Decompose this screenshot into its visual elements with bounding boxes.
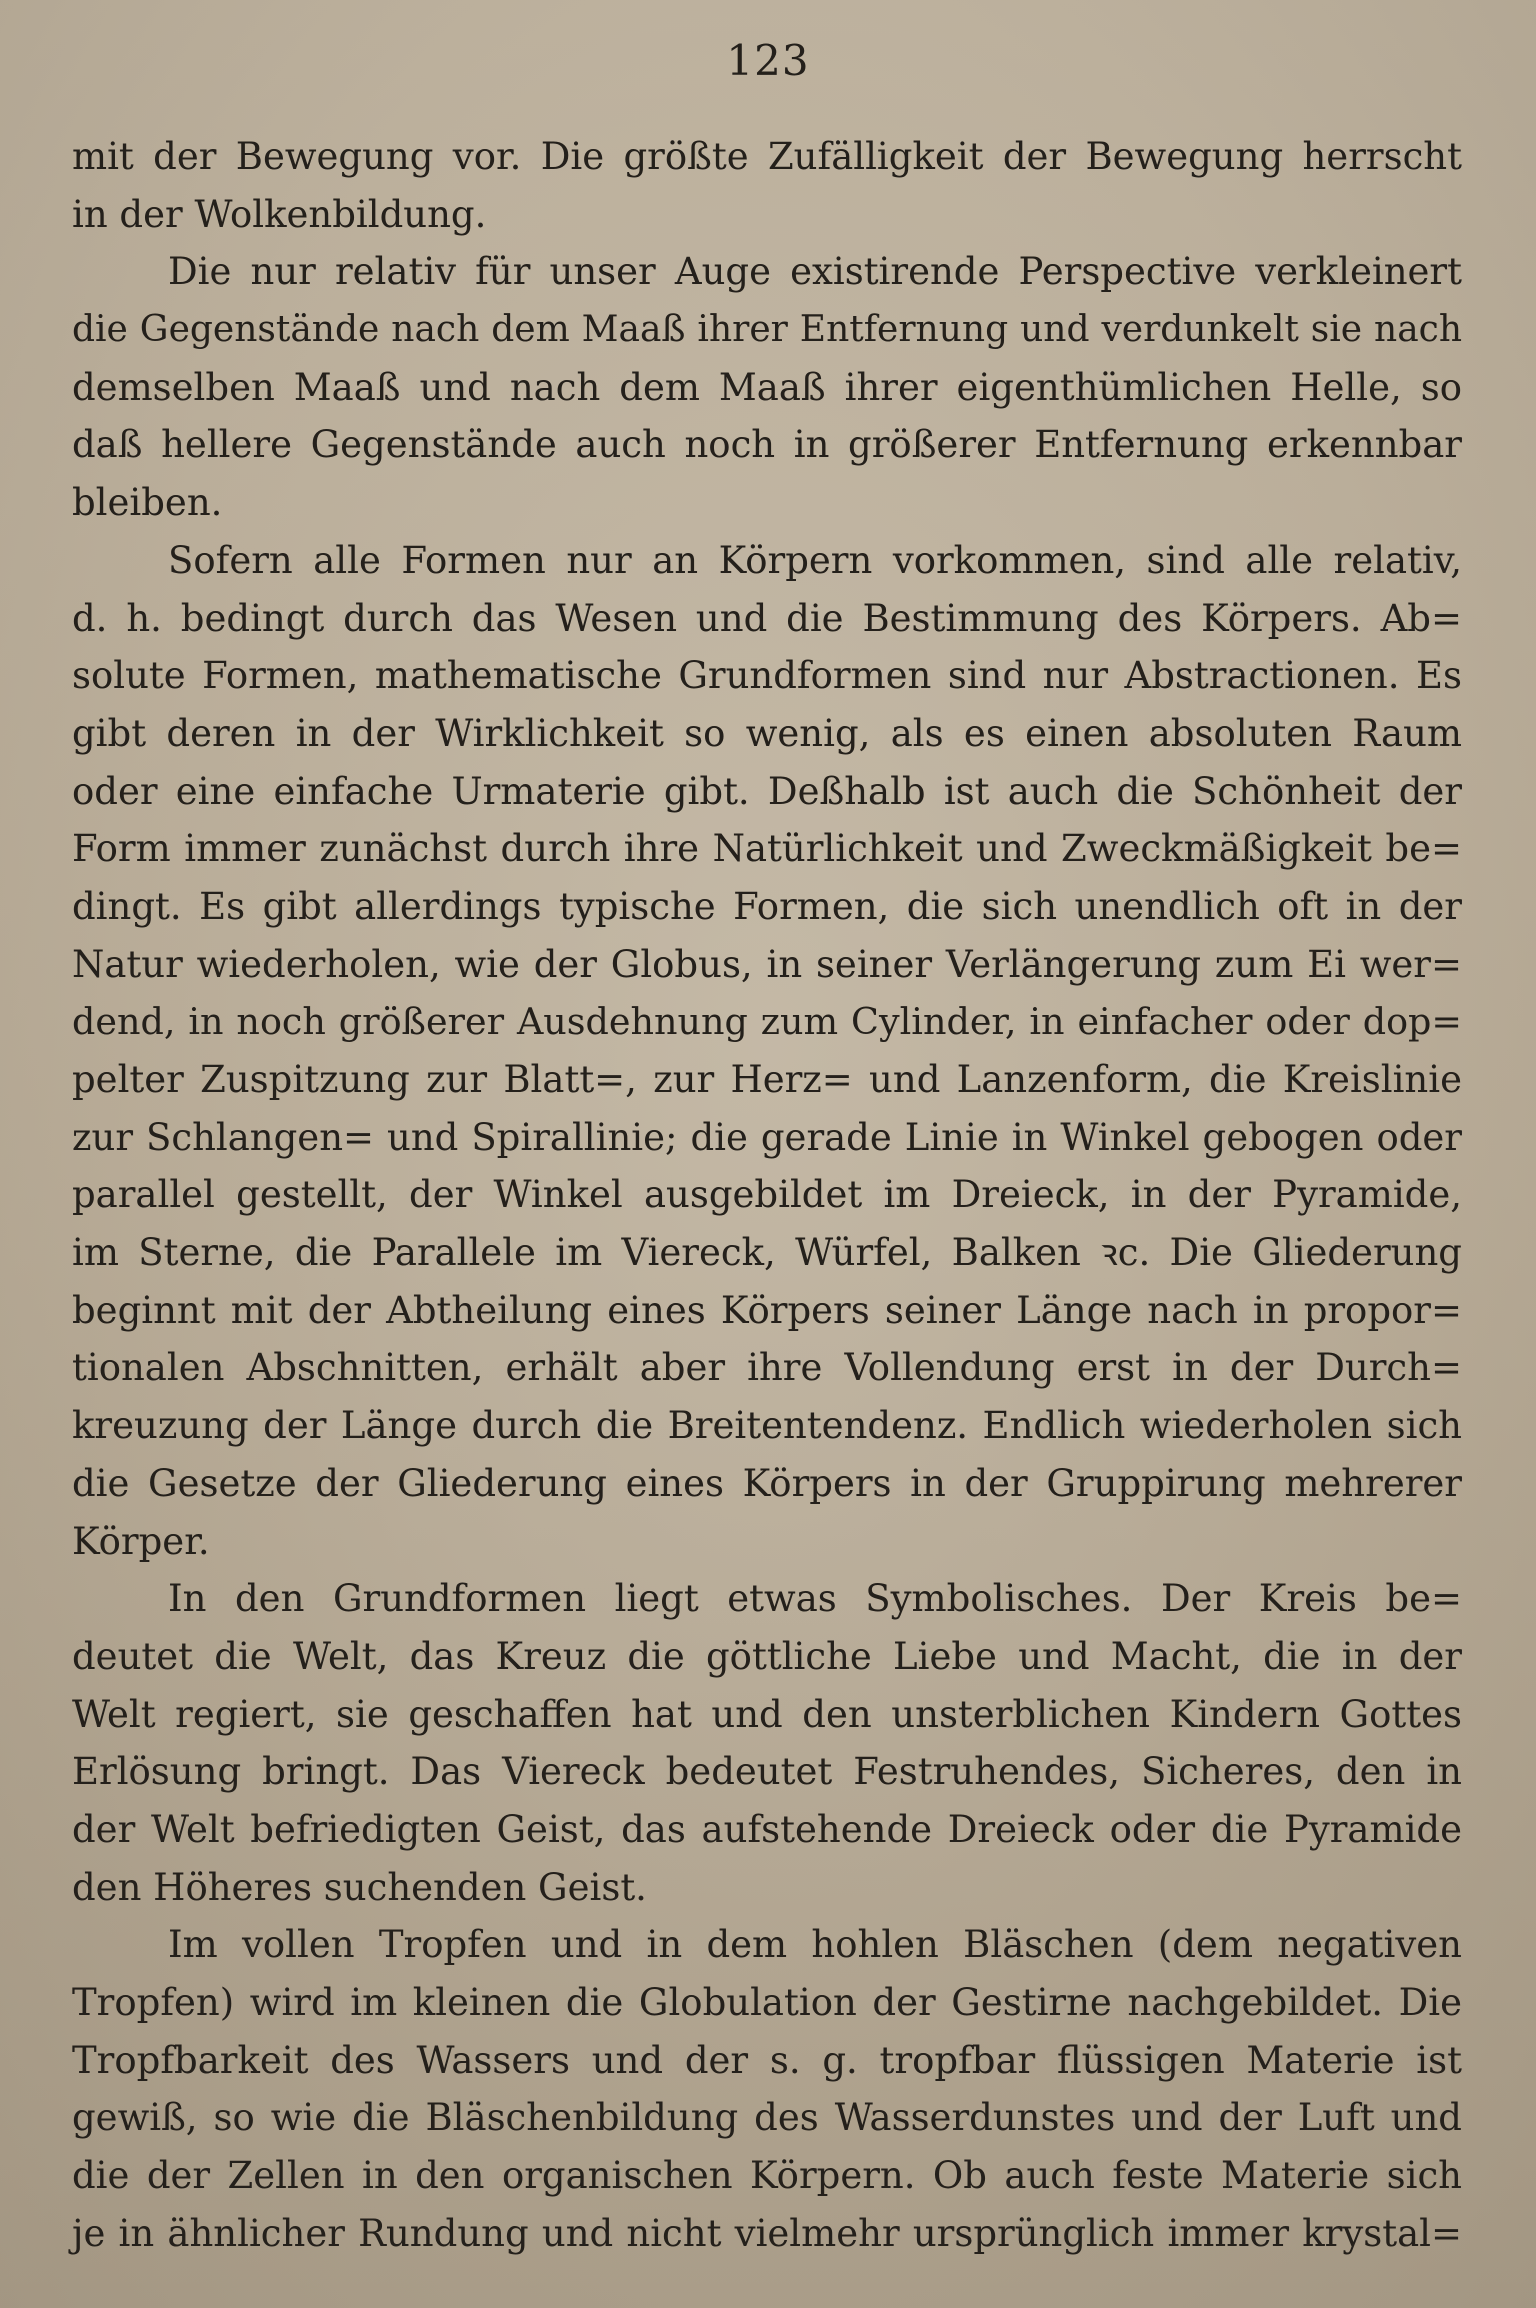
text-line: die Gesetze der Gliederung eines Körpers in der Gruppirung mehrerer xyxy=(72,1461,1462,1505)
page-number: 123 xyxy=(726,36,810,85)
text-line: Welt regiert, sie geschaffen hat und den unsterblichen Kindern Gottes xyxy=(72,1692,1462,1736)
text-line: gewiß, so wie die Bläschenbildung des Wasserdunstes und der Luft und xyxy=(72,2096,1462,2140)
text-line: gibt deren in der Wirklichkeit so wenig, als es einen absoluten Raum xyxy=(72,711,1462,755)
text-line: die Gegenstände nach dem Maaß ihrer Entfernung und verdunkelt sie nach xyxy=(72,309,1462,351)
text-line: Körper. xyxy=(72,1519,210,1563)
text-line: Im vollen Tropfen und in dem hohlen Bläschen (dem negativen xyxy=(168,1923,1462,1967)
text-line: die der Zellen in den organischen Körpern. Ob auch feste Materie sich xyxy=(72,2154,1462,2198)
text-line: Erlösung bringt. Das Viereck bedeutet Festruhendes, Sicheres, den in xyxy=(72,1750,1462,1794)
text-line: beginnt mit der Abtheilung eines Körpers seiner Länge nach in propor= xyxy=(72,1288,1462,1332)
text-line: je in ähnlicher Rundung und nicht vielmehr ursprünglich immer krystal= xyxy=(72,2211,1462,2255)
text-line: demselben Maaß und nach dem Maaß ihrer eigenthümlichen Helle, so xyxy=(72,365,1462,409)
text-line: pelter Zuspitzung zur Blatt=, zur Herz= und Lanzenform, die Kreislinie xyxy=(72,1058,1462,1101)
text-line: daß hellere Gegenstände auch noch in größerer Entfernung erkennbar xyxy=(72,423,1462,467)
text-line: parallel gestellt, der Winkel ausgebildet im Dreieck, in der Pyramide, xyxy=(72,1173,1462,1217)
text-line: bleiben. xyxy=(72,481,223,525)
text-line: im Sterne, die Parallele im Viereck, Würfel, Balken ꝛc. Die Gliederung xyxy=(72,1231,1462,1275)
text-line: d. h. bedingt durch das Wesen und die Bestimmung des Körpers. Ab= xyxy=(72,596,1462,640)
text-line: Sofern alle Formen nur an Körpern vorkommen, sind alle relativ, xyxy=(168,538,1462,582)
text-line: zur Schlangen= und Spirallinie; die gerade Linie in Winkel gebogen oder xyxy=(72,1115,1462,1159)
text-line: den Höheres suchenden Geist. xyxy=(72,1865,647,1909)
text-line: Natur wiederholen, wie der Globus, in seiner Verlängerung zum Ei wer= xyxy=(72,942,1462,986)
text-line: der Welt befriedigten Geist, das aufstehende Dreieck oder die Pyramide xyxy=(72,1807,1462,1851)
text-line: tionalen Abschnitten, erhält aber ihre Vollendung erst in der Durch= xyxy=(72,1346,1462,1390)
text-line: Die nur relativ für unser Auge existirende Perspective verkleinert xyxy=(168,250,1462,294)
text-line: kreuzung der Länge durch die Breitentendenz. Endlich wiederholen sich xyxy=(72,1404,1462,1448)
body-text xyxy=(72,128,1462,2262)
text-line: Form immer zunächst durch ihre Natürlichkeit und Zweckmäßigkeit be= xyxy=(72,827,1462,871)
text-line: deutet die Welt, das Kreuz die göttliche Liebe und Macht, die in der xyxy=(72,1634,1462,1678)
text-line: mit der Bewegung vor. Die größte Zufälligkeit der Bewegung herrscht xyxy=(72,135,1462,178)
text-line: solute Formen, mathematische Grundformen sind nur Abstractionen. Es xyxy=(72,654,1462,698)
text-line: Tropfen) wird im kleinen die Globulation der Gestirne nachgebildet. Die xyxy=(72,1981,1462,2024)
text-line: in der Wolkenbildung. xyxy=(72,192,487,236)
text-line: In den Grundformen liegt etwas Symbolisches. Der Kreis be= xyxy=(168,1577,1462,1621)
text-line: Tropfbarkeit des Wassers und der s. g. tropfbar flüssigen Materie ist xyxy=(72,2038,1462,2082)
text-line: oder eine einfache Urmaterie gibt. Deßhalb ist auch die Schönheit der xyxy=(72,769,1462,813)
text-line: dend, in noch größerer Ausdehnung zum Cylinder, in einfacher oder dop= xyxy=(72,1000,1462,1044)
text-line: dingt. Es gibt allerdings typische Formen, die sich unendlich oft in der xyxy=(72,884,1462,928)
